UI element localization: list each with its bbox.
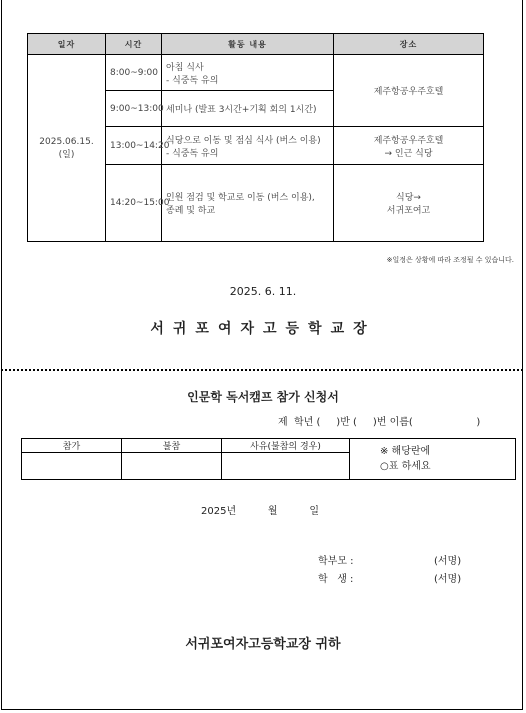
- row-place: [334, 55, 484, 127]
- column-reason: 사유(불참의 경우): [222, 439, 350, 453]
- schedule-header-row: [28, 34, 484, 55]
- row-activity: [162, 91, 334, 127]
- header-activity: 활동 내용: [162, 34, 334, 55]
- column-absent: 불참: [122, 439, 222, 453]
- form-date-line: 2025년 월 일: [201, 506, 320, 517]
- table-row: [28, 55, 484, 91]
- schedule-note: ※일정은 상황에 따라 조정될 수 있습니다.: [386, 256, 514, 264]
- column-attend: 참가: [22, 439, 122, 453]
- row-activity: [162, 165, 334, 242]
- row-time: 8:00~9:00: [106, 55, 162, 91]
- attend-cell[interactable]: [22, 453, 122, 480]
- parent-label: 학부모 :: [318, 556, 354, 567]
- issue-date: 2025. 6. 11.: [229, 285, 297, 298]
- absent-cell[interactable]: [122, 453, 222, 480]
- place-line: 서귀포여고: [386, 206, 431, 216]
- cut-line-divider: [1, 369, 523, 371]
- instruction-line: ※ 해당란에: [380, 446, 431, 457]
- attendance-table: [21, 438, 516, 480]
- activity-line: 아침 식사: [166, 62, 204, 73]
- place-line: → 인근 식당: [384, 148, 433, 159]
- header-date: 일자: [28, 34, 106, 55]
- activity-line: 인원 점검 및 학교로 이동 (버스 이용),: [166, 193, 315, 203]
- place-line: 제주항공우주호텔: [373, 87, 444, 97]
- attendance-header-row: [22, 439, 516, 453]
- marking-instruction: [350, 439, 516, 480]
- header-place: 장소: [334, 34, 484, 55]
- student-info-line: 제 학년 ( )반 ( )번 이름( ): [278, 417, 481, 428]
- student-label: 학 생 :: [318, 574, 354, 585]
- place-line: 식당→: [396, 193, 421, 203]
- row-time: 14:20~15:00: [106, 165, 162, 242]
- activity-line: 세미나 (발표 3시간+기획 회의 1시간): [166, 105, 317, 115]
- row-activity: [162, 55, 334, 91]
- header-time: 시간: [106, 34, 162, 55]
- form-title: 인문학 독서캠프 참가 신청서: [187, 390, 339, 404]
- schedule-table: [27, 33, 484, 242]
- student-sign[interactable]: (서명): [434, 574, 462, 585]
- row-activity: [162, 127, 334, 165]
- activity-line: - 식중독 유의: [166, 148, 219, 159]
- addressee: 서귀포여자고등학교장 귀하: [185, 637, 341, 652]
- activity-line: 식당으로 이동 및 점심 식사 (버스 이용): [166, 135, 321, 146]
- principal-title: 서귀포여자고등학교장: [150, 321, 376, 337]
- reason-cell[interactable]: [222, 453, 350, 480]
- instruction-line: ○표 하세요: [380, 461, 431, 472]
- row-time: 9:00~13:00: [106, 91, 162, 127]
- parent-sign[interactable]: (서명): [434, 556, 462, 567]
- row-time: 13:00~14:20: [106, 127, 162, 165]
- activity-line: 종례 및 하교: [166, 206, 216, 216]
- activity-line: - 식중독 유의: [166, 75, 219, 86]
- row-place: [334, 165, 484, 242]
- place-line: 제주항공우주호텔: [373, 135, 444, 146]
- row-place: [334, 127, 484, 165]
- schedule-date: 2025.06.15.(일): [28, 55, 106, 242]
